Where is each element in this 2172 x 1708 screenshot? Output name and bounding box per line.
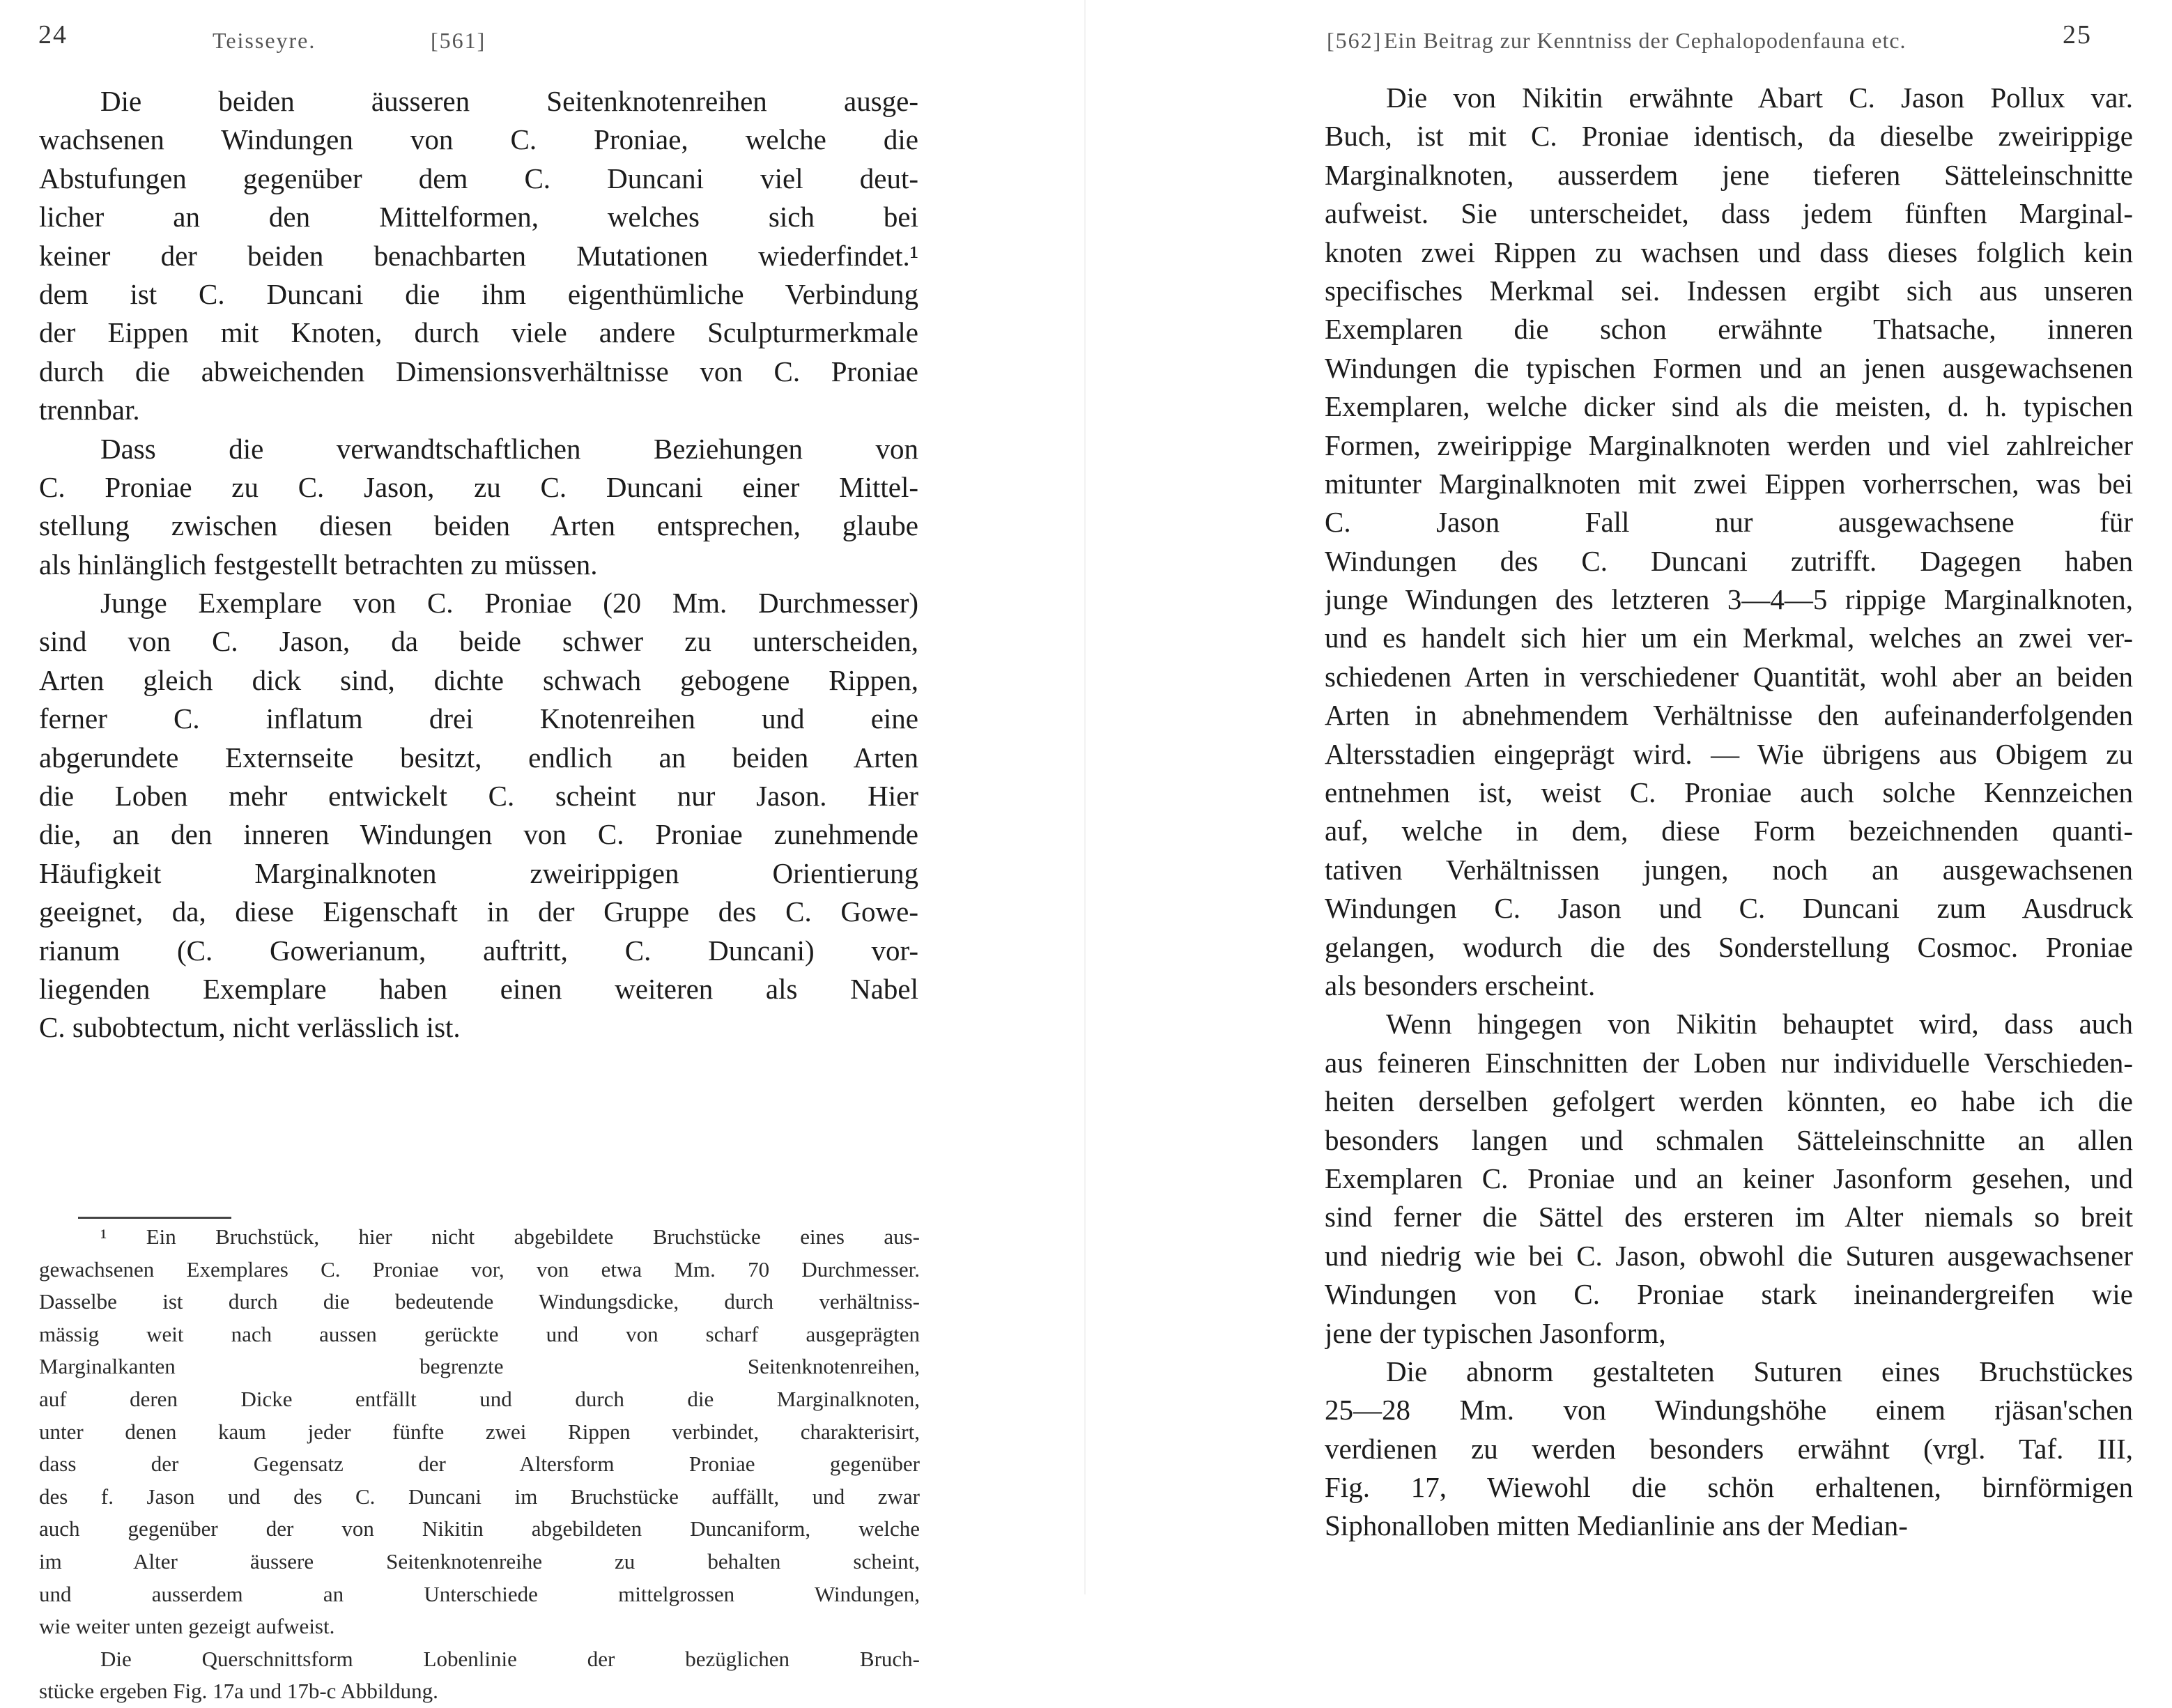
text-line: und niedrig wie bei C. Jason, obwohl die Suturen ausgewachsener xyxy=(1325,1239,2133,1272)
right-page xyxy=(1086,0,2172,1594)
text-line: rianum (C. Gowerianum, auftritt, C. Duncani) vor- xyxy=(39,934,918,967)
text-line: besonders langen und schmalen Sätteleinschnitte an allen xyxy=(1325,1123,2133,1156)
text-line: wachsenen Windungen von C. Proniae, welche die xyxy=(39,123,918,156)
text-line: des f. Jason und des C. Duncani im Bruchstücke auffällt, und zwar xyxy=(39,1484,920,1509)
running-title: Ein Beitrag zur Kenntniss der Cephalopodenfauna etc. xyxy=(1384,28,1907,53)
section-number: [561] xyxy=(431,28,486,53)
text-line: Fig. 17, Wiewohl die schön erhaltenen, birnförmigen xyxy=(1325,1471,2133,1504)
text-line: aufweist. Sie unterscheidet, dass jedem fünften Marginal- xyxy=(1325,197,2133,230)
text-line: unter denen kaum jeder fünfte zwei Rippen verbindet, charakterisirt, xyxy=(39,1419,920,1444)
text-line: jene der typischen Jasonform, xyxy=(1325,1316,1666,1349)
text-line: als besonders erscheint. xyxy=(1325,969,1596,1001)
text-line: Die beiden äusseren Seitenknotenreihen ausge- xyxy=(100,85,918,117)
footnote-rule xyxy=(78,1217,231,1219)
text-line: die Loben mehr entwickelt C. scheint nur Jason. Hier xyxy=(39,780,918,813)
text-line: Die Querschnittsform Lobenlinie der bezüglichen Bruch- xyxy=(100,1646,920,1671)
text-line: Dasselbe ist durch die bedeutende Windungsdicke, durch verhältniss- xyxy=(39,1289,920,1314)
text-line: als hinlänglich festgestellt betrachten zu müssen. xyxy=(39,548,598,580)
text-line: im Alter äussere Seitenknotenreihe zu behalten scheint, xyxy=(39,1548,920,1574)
text-line: C. Jason Fall nur ausgewachsene für xyxy=(1325,506,2133,539)
text-line: ferner C. inflatum drei Knotenreihen und eine xyxy=(39,702,918,735)
text-line: specifisches Merkmal sei. Indessen ergibt sich aus unseren xyxy=(1325,274,2133,307)
text-line: und es handelt sich hier um ein Merkmal, welches an zwei ver- xyxy=(1325,622,2133,654)
text-line: mitunter Marginalknoten mit zwei Eippen vorherrschen, was bei xyxy=(1325,467,2133,500)
text-line: Marginalknoten, ausserdem jene tieferen Sätteleinschnitte xyxy=(1325,158,2133,191)
text-line: Häufigkeit Marginalknoten zweirippigen Orientierung xyxy=(39,856,918,889)
text-line: gewachsenen Exemplares C. Proniae vor, von etwa Mm. 70 Durchmesser. xyxy=(39,1256,920,1282)
text-line: auf, welche in dem, diese Form bezeichnenden quanti- xyxy=(1325,815,2133,847)
text-line: Formen, zweirippige Marginalknoten werden und viel zahlreicher xyxy=(1325,429,2133,461)
text-line: sind ferner die Sättel des ersteren im Alter niemals so breit xyxy=(1325,1201,2133,1233)
text-line: die, an den inneren Windungen von C. Proniae zunehmende xyxy=(39,818,918,851)
text-line: Buch, ist mit C. Proniae identisch, da dieselbe zweirippige xyxy=(1325,120,2133,153)
text-line: mässig weit nach aussen gerückte und von scharf ausgeprägten xyxy=(39,1321,920,1346)
text-line: verdienen zu werden besonders erwähnt (vrgl. Taf. III, xyxy=(1325,1432,2133,1465)
text-line: trennbar. xyxy=(39,394,140,426)
text-line: liegenden Exemplare haben einen weiteren als Nabel xyxy=(39,972,918,1005)
text-line: Marginalkanten begrenzte Seitenknotenreihen, xyxy=(39,1354,920,1379)
text-line: aus feineren Einschnitten der Loben nur individuelle Verschieden- xyxy=(1325,1046,2133,1079)
text-line: auch gegenüber der von Nikitin abgebildeten Duncaniform, welche xyxy=(39,1516,920,1541)
text-line: geeignet, da, diese Eigenschaft in der Gruppe des C. Gowe- xyxy=(39,895,918,928)
text-line: abgerundete Externseite besitzt, endlich an beiden Arten xyxy=(39,741,918,774)
text-line: C. Proniae zu C. Jason, zu C. Duncani einer Mittel- xyxy=(39,470,918,503)
text-line: der Eippen mit Knoten, durch viele andere Sculpturmerkmale xyxy=(39,316,918,349)
text-line: Die abnorm gestalteten Suturen eines Bruchstückes xyxy=(1386,1355,2133,1387)
text-line: C. subobtectum, nicht verlässlich ist. xyxy=(39,1011,461,1044)
body-text xyxy=(1325,79,2133,1546)
text-line: Abstufungen gegenüber dem C. Duncani viel deut- xyxy=(39,162,918,194)
footnotes xyxy=(39,1221,920,1708)
page-number: 25 xyxy=(2063,20,2092,49)
text-line: stücke ergeben Fig. 17a und 17b-c Abbildung. xyxy=(39,1679,438,1704)
text-line: stellung zwischen diesen beiden Arten entsprechen, glaube xyxy=(39,509,918,542)
text-line: keiner der beiden benachbarten Mutationen wiederfindet.¹ xyxy=(39,239,918,272)
running-title: Teisseyre. xyxy=(213,28,316,53)
text-line: Arten gleich dick sind, dichte schwach gebogene Rippen, xyxy=(39,663,918,696)
text-line: durch die abweichenden Dimensionsverhältnisse von C. Proniae xyxy=(39,355,918,387)
text-line: Exemplaren C. Proniae und an keiner Jasonform gesehen, und xyxy=(1325,1162,2133,1194)
text-line: licher an den Mittelformen, welches sich bei xyxy=(39,201,918,233)
section-number: [562] xyxy=(1327,28,1382,53)
text-line: Die von Nikitin erwähnte Abart C. Jason Pollux var. xyxy=(1386,82,2133,114)
text-line: ¹ Ein Bruchstück, hier nicht abgebildete Bruchstücke eines aus- xyxy=(100,1224,920,1249)
text-line: wie weiter unten gezeigt aufweist. xyxy=(39,1614,335,1639)
text-line: Windungen C. Jason und C. Duncani zum Ausdruck xyxy=(1325,892,2133,925)
text-line: heiten derselben gefolgert werden könnten, eo habe ich die xyxy=(1325,1085,2133,1118)
text-line: Windungen die typischen Formen und an jenen ausgewachsenen xyxy=(1325,351,2133,384)
text-line: auf deren Dicke entfällt und durch die Marginalknoten, xyxy=(39,1386,920,1411)
text-line: junge Windungen des letzteren 3—4—5 rippige Marginalknoten, xyxy=(1325,583,2133,616)
text-line: Altersstadien eingeprägt wird. — Wie übrigens aus Obigem zu xyxy=(1325,737,2133,770)
text-line: Arten in abnehmendem Verhältnisse den aufeinanderfolgenden xyxy=(1325,699,2133,732)
text-line: Wenn hingegen von Nikitin behauptet wird, dass auch xyxy=(1386,1008,2133,1040)
text-line: dem ist C. Duncani die ihm eigenthümliche Verbindung xyxy=(39,277,918,310)
text-line: und ausserdem an Unterschiede mittelgrossen Windungen, xyxy=(39,1581,920,1606)
text-line: Exemplaren die schon erwähnte Thatsache, inneren xyxy=(1325,313,2133,346)
text-line: Junge Exemplare von C. Proniae (20 Mm. Durchmesser) xyxy=(100,587,918,620)
text-line: knoten zwei Rippen zu wachsen und dass dieses folglich kein xyxy=(1325,236,2133,268)
text-line: tativen Verhältnissen jungen, noch an ausgewachsenen xyxy=(1325,853,2133,886)
text-line: schiedenen Arten in verschiedener Quantität, wohl aber an beiden xyxy=(1325,660,2133,693)
text-line: Windungen des C. Duncani zutrifft. Dagegen haben xyxy=(1325,544,2133,577)
page-number: 24 xyxy=(38,20,68,49)
text-line: entnehmen ist, weist C. Proniae auch solche Kennzeichen xyxy=(1325,776,2133,809)
left-page xyxy=(0,0,1086,1704)
text-line: gelangen, wodurch die des Sonderstellung Cosmoc. Proniae xyxy=(1325,930,2133,963)
text-line: 25—28 Mm. von Windungshöhe einem rjäsan'schen xyxy=(1325,1394,2133,1426)
body-text xyxy=(39,82,918,1047)
text-line: Dass die verwandtschaftlichen Beziehungen von xyxy=(100,432,918,465)
text-line: Windungen von C. Proniae stark ineinandergreifen wie xyxy=(1325,1278,2133,1311)
text-line: sind von C. Jason, da beide schwer zu unterscheiden, xyxy=(39,625,918,658)
text-line: Siphonalloben mitten Medianlinie ans der Median- xyxy=(1325,1509,1908,1542)
text-line: Exemplaren, welche dicker sind als die meisten, d. h. typischen xyxy=(1325,390,2133,423)
text-line: dass der Gegensatz der Altersform Proniae gegenüber xyxy=(39,1452,920,1477)
